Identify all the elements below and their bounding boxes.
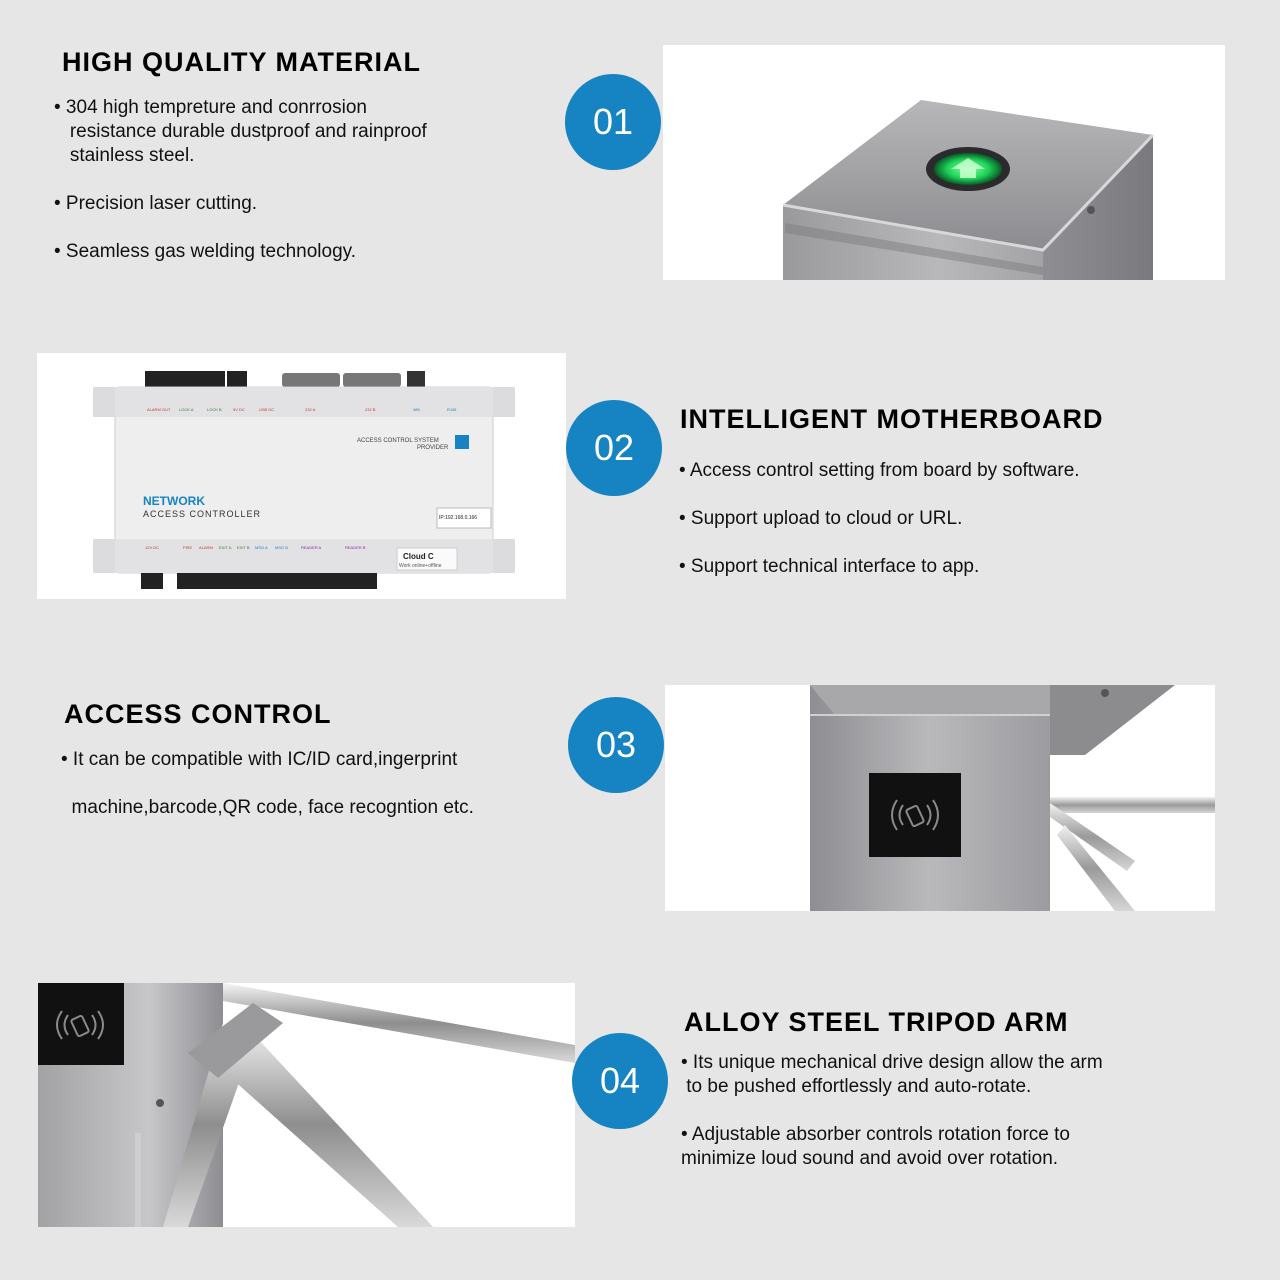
tripod-arm-illustration	[38, 983, 575, 1227]
bottom-label: 12V DC	[145, 545, 160, 550]
top-label: 5V DC	[233, 407, 245, 412]
section-1-bullets	[54, 96, 427, 288]
bottom-label: EXIT A	[219, 545, 232, 550]
tripod-arm-photo	[38, 983, 575, 1227]
section-3-title: ACCESS CONTROL	[64, 699, 332, 729]
controller-board-photo	[37, 353, 566, 599]
section-3-number-badge: 03	[568, 697, 664, 793]
top-label: LOCK A	[179, 407, 194, 412]
controller-brand-line2: ACCESS CONTROLLER	[143, 509, 262, 519]
turnstile-top-illustration	[663, 45, 1225, 280]
controller-provider-line1: ACCESS CONTROL SYSTEM	[357, 438, 439, 444]
brand-logo-square	[455, 435, 469, 449]
section-2-number-badge: 02	[566, 400, 662, 496]
bottom-label: EXIT B	[237, 545, 250, 550]
controller-ip-label: IP:192.168.0.166	[439, 515, 478, 521]
top-label: USB DC	[259, 407, 275, 412]
section-2-bullet-1: • Access control setting from board by software.	[679, 460, 1080, 481]
section-3-bullet-2: machine,barcode,QR code, face recogntion etc.	[61, 797, 474, 818]
section-2-bullet-3: • Support technical interface to app.	[679, 556, 980, 577]
controller-cloud-label: Cloud C	[403, 552, 434, 561]
section-3-bullet-1: • It can be compatible with IC/ID card,ingerprint	[61, 749, 458, 770]
turnstile-reader-illustration	[665, 685, 1215, 911]
section-2-bullet-2: • Support upload to cloud or URL.	[679, 508, 963, 529]
controller-cloud-sub: Work online+offline	[399, 563, 442, 569]
section-2-title: INTELLIGENT MOTHERBOARD	[680, 404, 1104, 434]
controller-board-illustration	[37, 353, 566, 599]
section-2-bullets	[679, 459, 1080, 603]
top-label: ALARM OUT	[147, 407, 171, 412]
top-label: LOCK B	[207, 407, 222, 412]
section-1-bullet-1: • 304 high tempreture and conrrosion resistance durable dustproof and rainproof stainless steel.	[54, 97, 427, 166]
bottom-label: READER A	[301, 545, 322, 550]
bottom-label: FIRE	[183, 545, 193, 550]
section-3-bullets	[61, 748, 474, 844]
top-label: 485	[413, 407, 420, 412]
bottom-label: READER B	[345, 545, 366, 550]
section-4-bullet-1: • Its unique mechanical drive design allow the arm to be pushed effortlessly and auto-rotate.	[681, 1052, 1103, 1097]
bottom-label: MSG B	[275, 545, 288, 550]
top-label: RJ45	[447, 407, 457, 412]
rfid-reader-icon	[38, 983, 124, 1065]
green-arrow-indicator-icon	[926, 147, 1010, 191]
bottom-label: ALARM	[199, 545, 213, 550]
section-4-bullet-2: • Adjustable absorber controls rotation force to minimize loud sound and avoid over rotation.	[681, 1124, 1070, 1169]
controller-brand-line1: NETWORK	[143, 494, 205, 508]
top-label: 232 A	[305, 407, 316, 412]
controller-provider-line2: PROVIDER	[417, 445, 449, 451]
section-1-bullet-2: • Precision laser cutting.	[54, 193, 258, 214]
turnstile-top-photo	[663, 45, 1225, 280]
section-1-bullet-3: • Seamless gas welding technology.	[54, 241, 357, 262]
turnstile-reader-photo	[665, 685, 1215, 911]
section-4-title: ALLOY STEEL TRIPOD ARM	[684, 1007, 1069, 1037]
top-label: 232 B	[365, 407, 376, 412]
section-1-title: HIGH QUALITY MATERIAL	[62, 47, 421, 77]
section-4-number-badge: 04	[572, 1033, 668, 1129]
section-1-number-badge: 01	[565, 74, 661, 170]
bottom-label: MSG A	[255, 545, 268, 550]
section-4-bullets	[681, 1051, 1103, 1195]
rfid-reader-icon	[869, 773, 961, 857]
